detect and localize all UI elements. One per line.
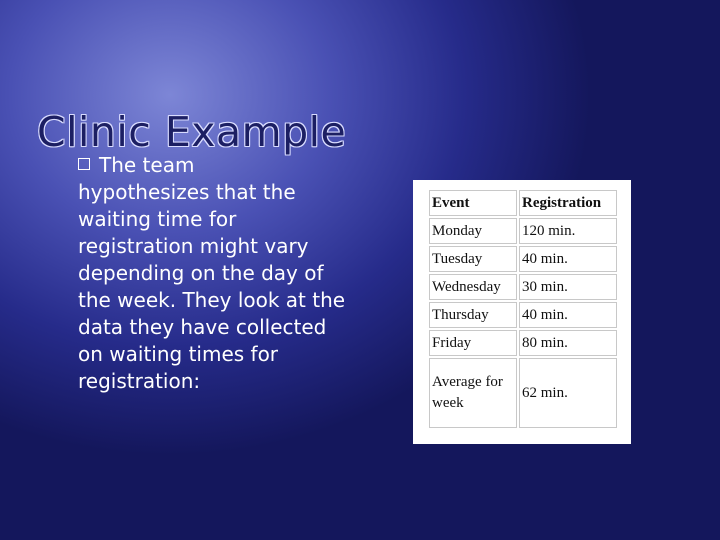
- data-table-image: [413, 180, 631, 444]
- cell-registration: 120 min.: [519, 218, 617, 244]
- slide-title: Clinic Example: [37, 108, 347, 156]
- bullet-paragraph: [78, 152, 348, 395]
- table-row: [429, 246, 617, 272]
- table-row-average: [429, 358, 617, 428]
- cell-event: Average for week: [429, 358, 517, 428]
- header-registration: Registration: [519, 190, 617, 216]
- table-row: [429, 218, 617, 244]
- waiting-times-table: [427, 188, 619, 430]
- cell-registration: 80 min.: [519, 330, 617, 356]
- cell-event: Monday: [429, 218, 517, 244]
- cell-registration: 40 min.: [519, 302, 617, 328]
- table-header-row: [429, 190, 617, 216]
- table-row: [429, 274, 617, 300]
- table-row: [429, 302, 617, 328]
- table-row: [429, 330, 617, 356]
- bullet-item: [78, 152, 348, 179]
- cell-registration: 62 min.: [519, 358, 617, 428]
- cell-event: Friday: [429, 330, 517, 356]
- cell-registration: 40 min.: [519, 246, 617, 272]
- bullet-square-icon: [78, 158, 90, 170]
- cell-event: Tuesday: [429, 246, 517, 272]
- bullet-text-rest: hypothesizes that the waiting time for registration might vary depending on the day of the week. They look at the data they have collected on waiting times for registration:: [78, 180, 346, 393]
- cell-event: Thursday: [429, 302, 517, 328]
- header-event: Event: [429, 190, 517, 216]
- cell-registration: 30 min.: [519, 274, 617, 300]
- cell-event: Wednesday: [429, 274, 517, 300]
- bullet-text-first: The team: [99, 153, 195, 177]
